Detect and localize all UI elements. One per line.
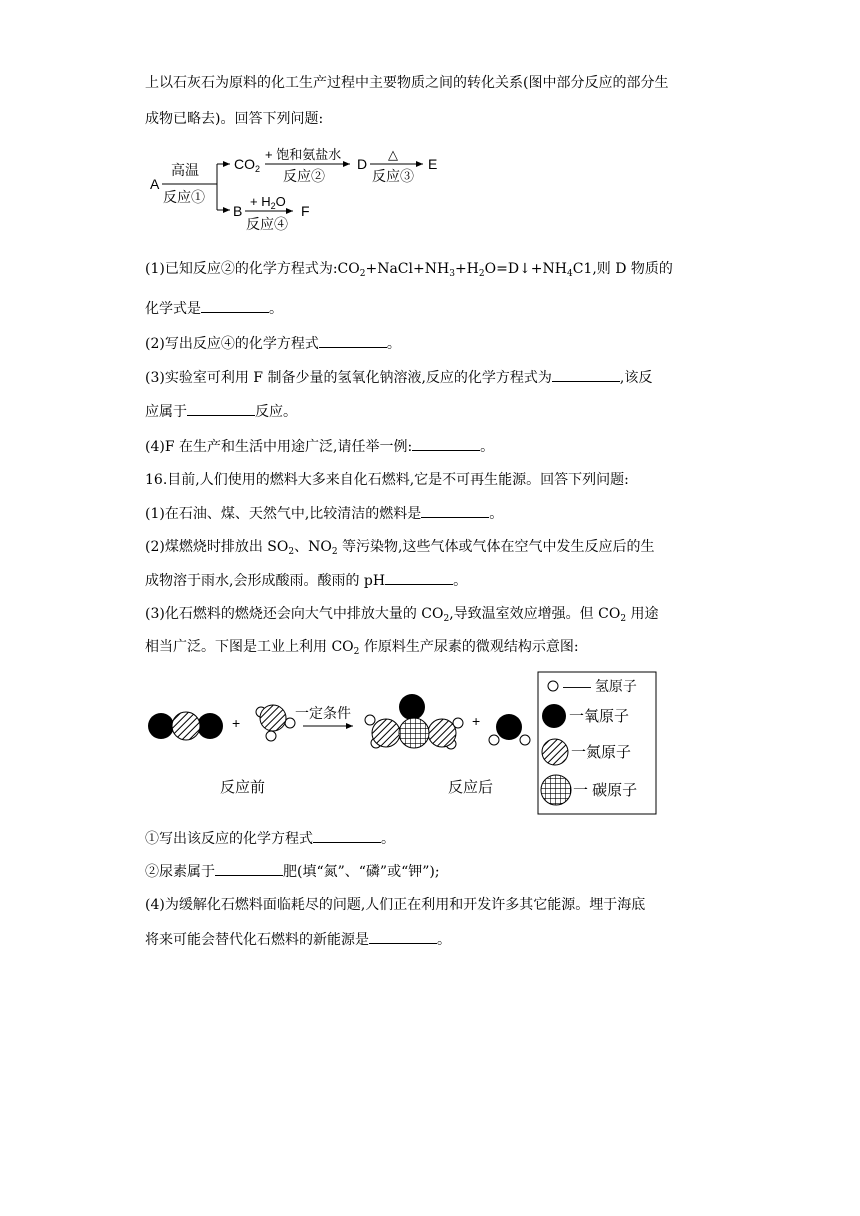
- answer-blank[interactable]: [385, 570, 453, 585]
- flow-node-co2: $CO_2$: [234, 156, 261, 174]
- intro-line-1: 上以石灰石为原料的化工生产过程中主要物质之间的转化关系(图中部分反应的部分生: [145, 75, 669, 91]
- answer-blank[interactable]: [313, 828, 381, 843]
- q15-part3-line2: 应属于 反应。: [145, 401, 297, 422]
- flow-cond3-top: △: [388, 147, 398, 162]
- q15-part3-line1: (3)实验室可利用 F 制备少量的氢氧化钠溶液,反应的化学方程式为 ,该反: [145, 367, 652, 388]
- q15-part4: (4)F 在生产和生活中用途广泛,请任举一例: 。: [145, 436, 494, 457]
- h2o-molecule: [489, 714, 530, 745]
- q16-part3-line1: (3)化石燃料的燃烧还会向大气中排放大量的 $CO_2$,导致温室效应增强。但 $CO_2$ 用途: [145, 606, 659, 624]
- label-before: 反应前: [220, 779, 266, 796]
- urea-micro-diagram: [140, 668, 700, 823]
- q16-part3-sub1: ①写出该反应的化学方程式 。: [145, 828, 395, 849]
- answer-blank[interactable]: [215, 861, 283, 876]
- q15-part2: (2)写出反应④的化学方程式 。: [145, 333, 401, 354]
- q16-part2-line2: 成物溶于雨水,会形成酸雨。酸雨的 pH 。: [145, 570, 467, 591]
- answer-blank[interactable]: [552, 367, 620, 382]
- reaction-condition: 一定条件: [295, 705, 351, 721]
- flow-cond4-top: + $H_2O$: [250, 194, 286, 211]
- q15-part1-line2: 化学式是 。: [145, 298, 283, 319]
- q16-stem: 16.目前,人们使用的燃料大多来自化石燃料,它是不可再生能源。回答下列问题:: [145, 472, 629, 488]
- q16-part2-line1: (2)煤燃烧时排放出 $SO_2$、$NO_2$ 等污染物,这些气体或气体在空气中发生反应后的生: [145, 539, 655, 557]
- flow-node-d: D: [357, 156, 368, 172]
- q16-part4-line1: (4)为缓解化石燃料面临耗尽的问题,人们正在利用和开发许多其它能源。埋于海底: [145, 897, 646, 913]
- flow-cond2-top: + 饱和氨盐水: [265, 147, 342, 162]
- flow-cond3-bottom: 反应③: [372, 168, 414, 184]
- legend-nitrogen: 一氮原子: [571, 744, 632, 761]
- label-after: 反应后: [448, 779, 494, 796]
- q16-part3-sub2: ②尿素属于 肥(填“氮”、“磷”或“钾”);: [145, 861, 440, 882]
- answer-blank[interactable]: [187, 401, 255, 416]
- q16-part4-line2: 将来可能会替代化石燃料的新能源是 。: [145, 929, 451, 950]
- flow-node-b: B: [233, 203, 243, 219]
- plus-sign-1: +: [232, 715, 241, 731]
- nh3-molecule: [256, 705, 295, 741]
- answer-blank[interactable]: [319, 333, 387, 348]
- answer-blank[interactable]: [412, 436, 480, 451]
- flow-node-f: F: [301, 203, 310, 219]
- legend-box: [538, 672, 656, 814]
- answer-blank[interactable]: [421, 503, 489, 518]
- co2-molecule: [148, 712, 223, 740]
- flow-cond1-top: 高温: [171, 162, 199, 178]
- plus-sign-2: +: [472, 713, 481, 729]
- q16-part3-line2: 相当广泛。下图是工业上利用 $CO_2$ 作原料生产尿素的微观结构示意图:: [145, 639, 579, 657]
- answer-blank[interactable]: [201, 298, 269, 313]
- flow-node-a: A: [150, 176, 160, 192]
- flow-cond4-bottom: 反应④: [246, 216, 288, 232]
- answer-blank[interactable]: [369, 929, 437, 944]
- legend-oxygen: 一氧原子: [569, 708, 630, 725]
- urea-molecule: [365, 694, 463, 749]
- q16-part1: (1)在石油、煤、天然气中,比较清洁的燃料是 。: [145, 503, 503, 524]
- flow-cond1-bottom: 反应①: [163, 189, 205, 205]
- legend-hydrogen: —— 氢原子: [563, 678, 637, 694]
- conversion-flow-diagram: [140, 140, 460, 240]
- flow-cond2-bottom: 反应②: [283, 168, 325, 184]
- intro-line-2: 成物已略去)。回答下列问题:: [145, 111, 324, 127]
- flow-node-e: E: [428, 156, 438, 172]
- legend-carbon: 一 碳原子: [573, 782, 638, 799]
- q15-part1-line1: (1)已知反应②的化学方程式为$:CO_2+NaCl+NH_3+H_2O=D↓+NH_4C1$,则 D 物质的: [145, 261, 673, 279]
